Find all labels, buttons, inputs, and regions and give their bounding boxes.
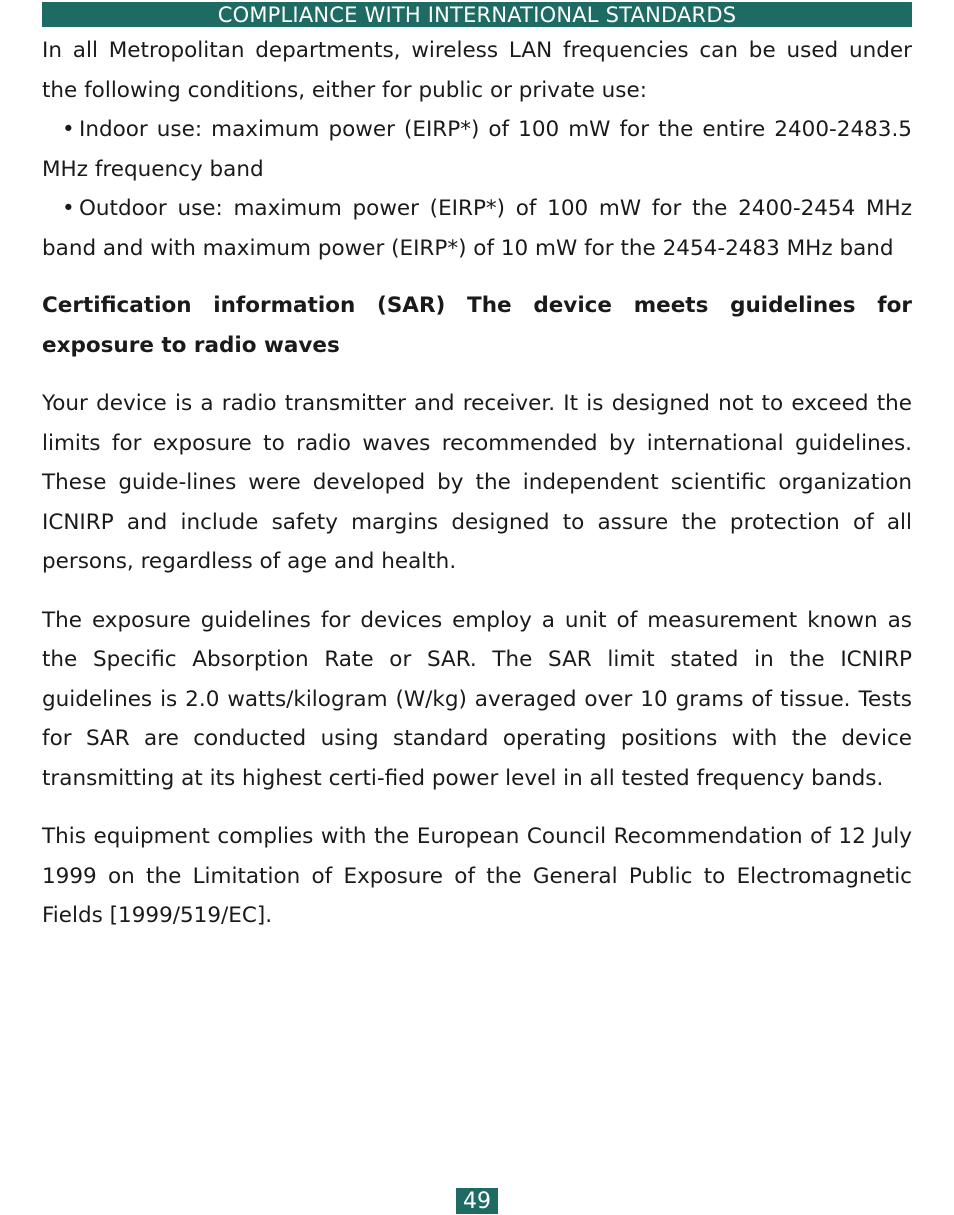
bullet-item-outdoor bbox=[42, 189, 912, 268]
section-title: COMPLIANCE WITH INTERNATIONAL STANDARDS bbox=[217, 3, 737, 27]
bullet-text: Indoor use: maximum power (EIRP*) of 100 mW for the entire 2400-2483.5 MHz frequency band bbox=[42, 117, 912, 182]
intro-paragraph: In all Metropolitan departments, wireless LAN frequencies can be used under the following conditions, either for public or private use: bbox=[42, 38, 912, 103]
page-content bbox=[42, 31, 912, 936]
bullet-text: Outdoor use: maximum power (EIRP*) of 100 mW for the 2400-2454 MHz band and with maximum power (EIRP*) of 10 mW for the 2454-2483 MHz band bbox=[42, 196, 912, 261]
section-header bbox=[42, 2, 912, 27]
bullet-marker: • bbox=[62, 117, 75, 142]
sar-paragraph-device: Your device is a radio transmitter and receiver. It is designed not to exceed the limits for exposure to radio waves recommended by international guidelines. These guide-lines were developed by the independent scientific organization ICNIRP and include safety margins designed to assure the protection of all persons, regardless of age and health. bbox=[42, 391, 912, 574]
page-number: 49 bbox=[456, 1188, 498, 1214]
bullet-item-indoor bbox=[42, 110, 912, 189]
sar-paragraph-compliance: This equipment complies with the European Council Recommendation of 12 July 1999 on the Limitation of Exposure of the General Public to Electromagnetic Fields [1999/519/EC]. bbox=[42, 824, 912, 928]
sar-heading: Certification information (SAR) The device meets guidelines for exposure to radio waves bbox=[42, 293, 912, 358]
sar-paragraph-guidelines: The exposure guidelines for devices employ a unit of measurement known as the Specific Absorption Rate or SAR. The SAR limit stated in the ICNIRP guidelines is 2.0 watts/kilogram (W/kg) averaged over 10 grams of tissue. Tests for SAR are conducted using standard operating positions with the device transmitting at its highest certi-fied power level in all tested frequency bands. bbox=[42, 607, 912, 791]
bullet-marker: • bbox=[62, 196, 75, 221]
